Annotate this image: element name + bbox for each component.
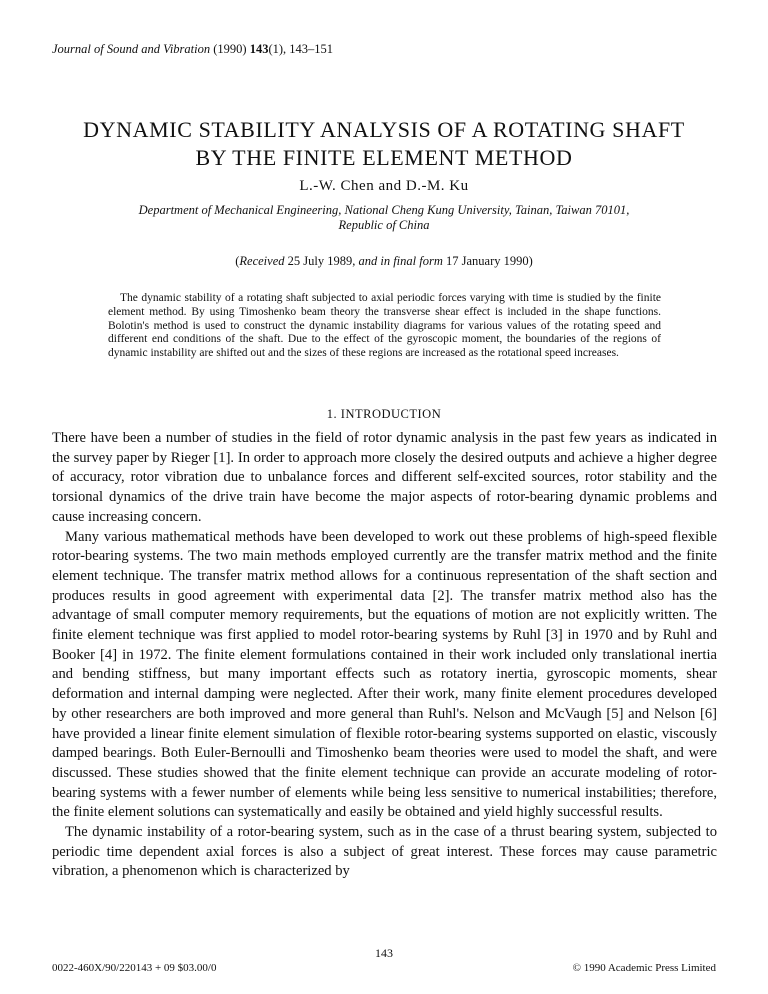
affiliation-line-1: Department of Mechanical Engineering, National Cheng Kung University, Tainan, Taiwan 70101, bbox=[138, 203, 630, 217]
journal-citation bbox=[52, 42, 333, 57]
body-paragraph-1: There have been a number of studies in the field of rotor dynamic analysis in the past few years as indicated in the survey paper by Rieger [1]. In order to approach more closely the desired outputs and achieve a higher degree of accuracy, rotor vibration due to unbalance forces and different self-excited sources, rotor stability and the torsional dynamics of the drive train have become the major aspects of rotor-bearing dynamic problems and cause increasing concern. bbox=[52, 430, 717, 525]
page-number: 143 bbox=[375, 946, 393, 960]
body-paragraph-2: Many various mathematical methods have been developed to work out these problems of high-speed flexible rotor-bearing systems. The two main methods employed currently are the transfer matrix method and the finite element technique. The transfer matrix method allows for a continuous representation of the shaft section and produces results in good agreement with experimental data [2]. The transfer matrix method also has the advantage of small computer memory requirements, but the equations of motion are not explicitly written. The finite element technique was first applied to model rotor-bearing systems by Ruhl [3] in 1970 and by Ruhl and Booker [4] in 1972. The finite element formulations contained in their work included only translational inertia and bending stiffness, but many important effects such as rotatory inertia, gyroscopic moments, shear deformation and internal damping were neglected. After their work, many finite element procedures developed by other researchers are both improved and more general than Ruhl's. Nelson and McVaugh [5] and Nelson [6] have provided a linear finite element simulation of flexible rotor-bearing systems supported on elastic, viscously damped bearings. Both Euler-Bernoulli and Timoshenko beam theories were used to model the shaft, and were discussed. These studies showed that the finite element technique can provide an accurate modeling of rotor-bearing systems with a fewer number of elements while being less sensitive to numerical instabilities; therefore, the finite element solutions can systematically and easily be obtained and yield highly successful results. bbox=[52, 528, 717, 821]
section-heading: 1. INTRODUCTION bbox=[326, 407, 442, 421]
paper-title bbox=[40, 116, 728, 172]
affiliation-line-2: Republic of China bbox=[338, 218, 430, 232]
body-text bbox=[52, 429, 717, 882]
paper-authors: L.-W. Chen and D.-M. Ku bbox=[299, 178, 469, 194]
received-close-paren: ) bbox=[528, 254, 533, 268]
journal-issue: (1), bbox=[268, 42, 287, 56]
journal-pages: 143–151 bbox=[289, 42, 334, 56]
author-affiliation bbox=[40, 203, 728, 233]
body-paragraph-3: The dynamic instability of a rotor-bearing system, such as in the case of a thrust bearing system, subjected to periodic time dependent axial forces is also a subject of great interest. These forces may cause parametric vibration, a phenomenon which is characterized by bbox=[52, 824, 717, 880]
article-code: 0022-460X/90/220143 + 09 $03.00/0 bbox=[52, 962, 217, 974]
received-dates bbox=[40, 254, 728, 269]
received-label: Received bbox=[239, 254, 285, 268]
journal-volume: 143 bbox=[249, 42, 269, 56]
abstract: The dynamic stability of a rotating shaft subjected to axial periodic forces varying with time is studied by the finite element method. By using Timoshenko beam theory the transverse shear effect is included in the shape functions. Bolotin's method is used to construct the dynamic instability diagrams for various values of the rotating speed and different end conditions of the shaft. Due to the effect of the gyroscopic moment, the boundaries of the regions of dynamic instability are shifted out and the sizes of these regions are increased as the rotational speed increases. bbox=[108, 292, 661, 360]
received-date: 25 July 1989, bbox=[287, 254, 356, 268]
journal-name: Journal of Sound and Vibration bbox=[52, 42, 211, 56]
journal-year: (1990) bbox=[213, 42, 247, 56]
final-form-date: 17 January 1990 bbox=[445, 254, 529, 268]
copyright-notice: © 1990 Academic Press Limited bbox=[572, 962, 716, 974]
received-open-paren: ( bbox=[235, 254, 240, 268]
final-form-label: and in final form bbox=[358, 254, 443, 268]
title-line-2: BY THE FINITE ELEMENT METHOD bbox=[195, 145, 573, 170]
title-line-1: DYNAMIC STABILITY ANALYSIS OF A ROTATING SHAFT bbox=[83, 117, 685, 142]
